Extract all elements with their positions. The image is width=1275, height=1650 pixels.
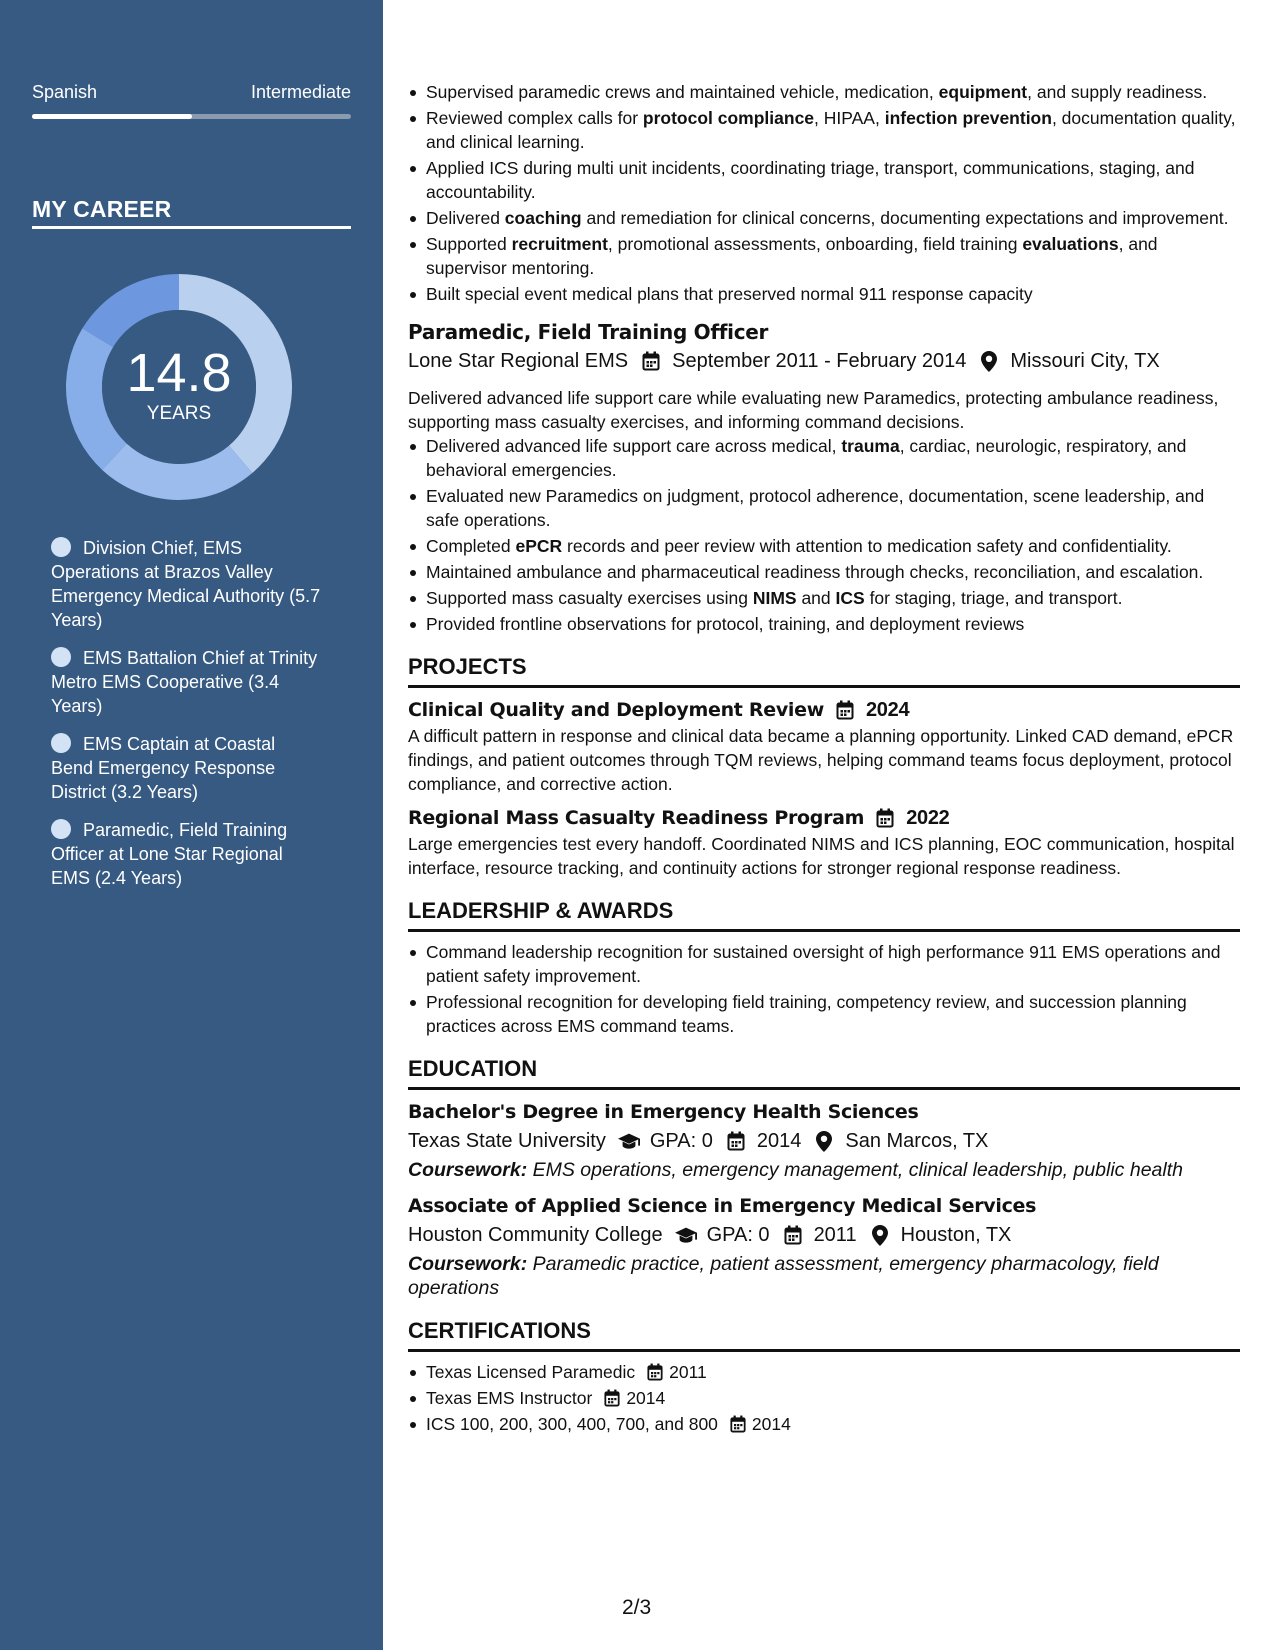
certification-year: 2014 — [626, 1388, 666, 1408]
career-heading: MY CAREER — [32, 196, 172, 222]
career-dot — [51, 647, 71, 667]
certification-name: Texas EMS Instructor — [426, 1388, 593, 1408]
donut-center — [66, 274, 292, 500]
job-dates: September 2011 - February 2014 — [672, 350, 967, 372]
language-level: Intermediate — [250, 82, 351, 102]
project-title-row — [408, 804, 1240, 832]
bullet-text: , and supervisor mentoring. — [426, 234, 1158, 278]
bullet-text: for staging, triage, and transport. — [864, 588, 1123, 608]
career-item — [51, 536, 321, 632]
calendar-icon — [876, 807, 898, 829]
calendar-icon — [725, 1130, 747, 1152]
bullet-text: and — [796, 588, 836, 608]
bold-keyword: coaching — [504, 208, 582, 228]
education-item — [408, 1192, 1240, 1300]
leadership-item: Professional recognition for developing field training, competency review, and succession planning practices across EMS command teams. — [408, 990, 1240, 1038]
calendar-icon — [782, 1224, 804, 1246]
project-description: A difficult pattern in response and clinical data became a planning opportunity. Linked CAD demand, ePCR findings, and patient outcomes through TQM reviews, helping command teams focus deployment, protocol compliance, and corrective action. — [408, 726, 1234, 794]
job-employer: Lone Star Regional EMS — [408, 350, 629, 372]
certification-name: ICS 100, 200, 300, 400, 700, and 800 — [426, 1414, 718, 1434]
project-year: 2022 — [906, 807, 950, 829]
degree-title: Associate of Applied Science in Emergency Medical Services — [408, 1195, 1037, 1217]
main-content — [408, 80, 1240, 1438]
school-name: Houston Community College — [408, 1224, 663, 1246]
sidebar — [0, 0, 383, 1650]
bold-keyword: equipment — [938, 82, 1028, 102]
coursework-label: Coursework: — [408, 1159, 528, 1181]
career-item — [51, 818, 321, 890]
gpa: GPA: 0 — [706, 1224, 770, 1246]
bullet-text: , promotional assessments, onboarding, field training — [607, 234, 1023, 254]
job-meta — [408, 346, 1240, 376]
bold-keyword: recruitment — [511, 234, 608, 254]
language-proficiency-fill — [32, 114, 192, 119]
graduation-year: 2014 — [756, 1130, 802, 1152]
career-item-text: EMS Captain at Coastal Bend Emergency Response District (3.2 Years) — [51, 734, 276, 802]
certifications-heading: CERTIFICATIONS — [408, 1316, 1240, 1352]
language-name: Spanish — [32, 82, 98, 102]
bullet-text: , and supply readiness. — [1027, 82, 1208, 102]
bullet-text: , cardiac, neurologic, respiratory, and behavioral emergencies. — [426, 436, 1187, 480]
bullet-text: records and peer review with attention to medication safety and confidentiality. — [562, 536, 1172, 556]
job-title: Paramedic, Field Training Officer — [408, 320, 769, 344]
bullet-item — [408, 232, 1240, 280]
coursework — [408, 1158, 1240, 1182]
project-title: Clinical Quality and Deployment Review — [408, 699, 824, 721]
coursework-label: Coursework: — [408, 1253, 528, 1275]
career-dot — [51, 819, 71, 839]
education-heading: EDUCATION — [408, 1054, 1240, 1090]
certification-name: Texas Licensed Paramedic — [426, 1362, 636, 1382]
bold-keyword: ePCR — [515, 536, 563, 556]
certification-item — [408, 1360, 1240, 1384]
total-years: 14.8 — [126, 343, 232, 403]
school-location: San Marcos, TX — [845, 1130, 989, 1152]
career-donut-chart — [66, 274, 292, 500]
career-item-text: EMS Battalion Chief at Trinity Metro EMS Cooperative (3.4 Years) — [51, 648, 318, 716]
education-item — [408, 1098, 1240, 1182]
job-location: Missouri City, TX — [1010, 350, 1160, 372]
graduation-year: 2011 — [813, 1224, 857, 1246]
bold-keyword: infection prevention — [884, 108, 1052, 128]
certifications-list — [408, 1360, 1240, 1436]
graduation-cap-icon — [675, 1224, 697, 1246]
page-number: 2/3 — [622, 1596, 652, 1619]
previous-job-bullets — [408, 80, 1240, 306]
career-dot — [51, 733, 71, 753]
certification-item — [408, 1386, 1240, 1410]
certification-item — [408, 1412, 1240, 1436]
calendar-icon — [604, 1389, 622, 1407]
bullet-text: and remediation for clinical concerns, documenting expectations and improvement. — [581, 208, 1229, 228]
bullet-item — [408, 156, 1240, 204]
bullet-text: Completed — [426, 536, 516, 556]
bullet-text: Supervised paramedic crews and maintained vehicle, medication, — [426, 82, 939, 102]
bullet-item — [408, 106, 1240, 154]
bold-keyword: protocol compliance — [642, 108, 815, 128]
bullet-item — [408, 560, 1240, 584]
career-item-text: Division Chief, EMS Operations at Brazos Valley Emergency Medical Authority (5.7 Years) — [51, 538, 321, 630]
project-year: 2024 — [865, 699, 910, 721]
career-item — [51, 646, 321, 718]
bullet-text: Supported — [426, 234, 512, 254]
map-pin-icon — [978, 350, 1000, 372]
bullet-text: Provided frontline observations for protocol, training, and deployment reviews — [426, 614, 1025, 634]
language-proficiency-bar — [32, 114, 351, 119]
career-item-text: Paramedic, Field Training Officer at Lone Star Regional EMS (2.4 Years) — [51, 820, 288, 888]
job-bullets — [408, 434, 1240, 636]
years-label: YEARS — [146, 403, 212, 424]
bullet-item — [408, 534, 1240, 558]
bold-keyword: trauma — [841, 436, 900, 456]
graduation-cap-icon — [618, 1130, 640, 1152]
bullet-item — [408, 282, 1240, 306]
calendar-icon — [647, 1363, 665, 1381]
education-meta — [408, 1220, 1240, 1250]
calendar-icon — [730, 1415, 748, 1433]
bullet-item — [408, 612, 1240, 636]
bullet-text: Applied ICS during multi unit incidents, coordinating triage, transport, communications, staging, and accountability. — [426, 158, 1195, 202]
degree-title: Bachelor's Degree in Emergency Health Sciences — [408, 1101, 919, 1123]
bullet-text: , HIPAA, — [814, 108, 885, 128]
map-pin-icon — [813, 1130, 835, 1152]
bullet-item — [408, 484, 1240, 532]
bullet-item — [408, 206, 1240, 230]
leadership-heading: LEADERSHIP & AWARDS — [408, 896, 1240, 932]
leadership-list — [408, 940, 1240, 1038]
bullet-text: Delivered advanced life support care across medical, — [426, 436, 842, 456]
calendar-icon — [640, 350, 662, 372]
map-pin-icon — [869, 1224, 891, 1246]
education-meta — [408, 1126, 1240, 1156]
coursework-text: EMS operations, emergency management, clinical leadership, public health — [532, 1159, 1183, 1181]
gpa: GPA: 0 — [649, 1130, 713, 1152]
job-summary: Delivered advanced life support care while evaluating new Paramedics, protecting ambulance readiness, supporting mass casualty exercises, and informing command decisions. — [408, 388, 1219, 432]
school-name: Texas State University — [408, 1130, 606, 1152]
bullet-item — [408, 434, 1240, 482]
language-row — [32, 82, 351, 103]
project-title-row — [408, 696, 1240, 724]
calendar-icon — [836, 699, 858, 721]
bullet-text: Maintained ambulance and pharmaceutical readiness through checks, reconciliation, and escalation. — [426, 562, 1204, 582]
bullet-item — [408, 586, 1240, 610]
bullet-item — [408, 80, 1240, 104]
bullet-text: Evaluated new Paramedics on judgment, protocol adherence, documentation, scene leadership, and safe operations. — [426, 486, 1205, 530]
career-dot — [51, 537, 71, 557]
bullet-text: , documentation quality, and clinical learning. — [426, 108, 1236, 152]
bullet-text: Supported mass casualty exercises using — [426, 588, 753, 608]
career-item — [51, 732, 321, 804]
career-heading-rule — [32, 226, 351, 229]
leadership-item: Command leadership recognition for sustained oversight of high performance 911 EMS operations and patient safety improvement. — [408, 940, 1240, 988]
project-item — [408, 804, 1240, 880]
bullet-text: Reviewed complex calls for — [426, 108, 643, 128]
project-title: Regional Mass Casualty Readiness Program — [408, 807, 865, 829]
coursework — [408, 1252, 1240, 1300]
bold-keyword: ICS — [835, 588, 865, 608]
bullet-text: Built special event medical plans that preserved normal 911 response capacity — [426, 284, 1033, 304]
project-description: Large emergencies test every handoff. Coordinated NIMS and ICS planning, EOC communication, hospital interface, resource tracking, and continuity actions for stronger regional response readiness. — [408, 834, 1235, 878]
certification-year: 2014 — [751, 1414, 791, 1434]
career-list — [51, 536, 321, 904]
certification-year: 2011 — [669, 1362, 707, 1382]
bold-keyword: NIMS — [752, 588, 797, 608]
bold-keyword: evaluations — [1022, 234, 1119, 254]
school-location: Houston, TX — [900, 1224, 1012, 1246]
projects-heading: PROJECTS — [408, 652, 1240, 688]
project-item — [408, 696, 1240, 796]
coursework-text: Paramedic practice, patient assessment, emergency pharmacology, field operations — [408, 1253, 1159, 1299]
bullet-text: Delivered — [426, 208, 505, 228]
